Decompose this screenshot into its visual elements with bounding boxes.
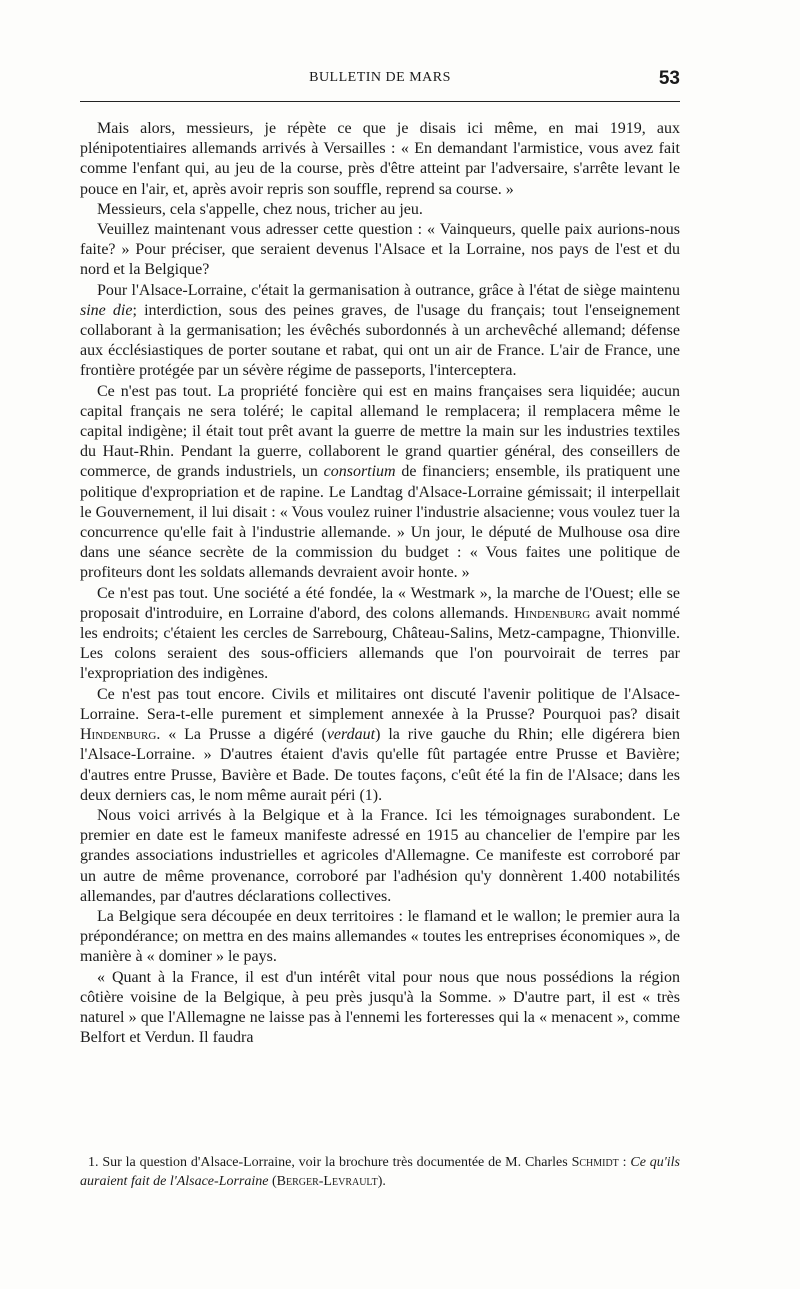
- paragraph: [80, 584, 680, 685]
- paragraph: [80, 685, 680, 806]
- footnote-marker: 1.: [88, 1155, 99, 1170]
- text-run: . « La Prusse a digéré (: [156, 726, 327, 744]
- footnote: [80, 1153, 680, 1191]
- book-title: Ce qu'ils auraient fait de l'Alsace-Lorraine: [80, 1155, 680, 1189]
- footnote-text: [80, 1153, 680, 1191]
- text-run: Ce n'est pas tout. La propriété foncière qui est en mains françaises sera liquidée; aucun capital français ne sera toléré; le capital allemand le remplacera; il remplacera même le capital indigène; il était tout prêt avant la guerre de mettre la main sur les industries textiles du Haut-Rhin. Pendant la guerre, collaborent le grand quartier général, des conseillers de commerce, de grands industriels, un: [80, 382, 680, 481]
- paragraph: Nous voici arrivés à la Belgique et à la France. Ici les témoignages surabondent. Le premier en date est le fameux manifeste adressé en 1915 au chancelier de l'empire par les grandes associations industrielles et agricoles d'Allemagne. Ce manifeste est corroboré par un autre de même provenance, corroboré par l'adhésion qu'y donnèrent 1.400 notabilités allemandes, par d'autres déclarations collectives.: [80, 806, 680, 905]
- text-run: Ce n'est pas tout. Une société a été fondée, la « Westmark », la marche de l'Ouest; elle se proposait d'introduire, en Lorraine d'abord, des colons allemands.: [80, 584, 680, 622]
- page-number: 53: [658, 68, 680, 89]
- text-run: de financiers; ensemble, ils pratiquent une politique d'expropriation et de rapine. Le Landtag d'Alsace-Lorraine gémissait; il interpellait le Gouvernement, il lui disait : « Vous voulez ruiner l'industrie alsacienne; vous voulez tuer la concurrence qu'elle fait à l'industrie allemande. » Un jour, le député de Mulhouse osa dire dans une séance secrète de la commission du budget : « Vous faites une politique de profiteurs dont les soldats allemands devraient avoir honte. »: [80, 463, 681, 582]
- text-run: Pour l'Alsace-Lorraine, c'était la germanisation à outrance, grâce à l'état de siège maintenu: [97, 281, 680, 299]
- italic-phrase: verdaut: [326, 726, 376, 744]
- page-header: [80, 70, 680, 96]
- text-run: ).: [377, 1174, 386, 1189]
- paragraph: « Quant à la France, il est d'un intérêt vital pour nous que nous possédions la région côtière voisine de la Belgique, à peu près jusqu'à la Somme. » D'autre part, il est « très naturel » que l'Allemagne ne laisse pas à l'ennemi les forteresses qui la « menacent », comme Belfort et Verdun. Il faudra: [80, 968, 680, 1047]
- paragraph: La Belgique sera découpée en deux territoires : le flamand et le wallon; le premier aura la prépondérance; on mettra en des mains allemandes « toutes les entreprises économiques », de manière à « dominer » le pays.: [80, 907, 680, 966]
- publisher-name: Berger-Levrault: [276, 1174, 378, 1189]
- paragraph: [80, 281, 680, 382]
- footnote-reference: 1: [364, 786, 373, 804]
- italic-phrase: consortium: [323, 463, 396, 481]
- author-name: Schmidt: [571, 1155, 619, 1170]
- italic-phrase: sine die: [80, 301, 133, 319]
- header-rule: [80, 101, 680, 102]
- text-run: Ce n'est pas tout encore. Civils et militaires ont discuté l'avenir politique de l'Alsace-Lorraine. Sera-t-elle purement et simplement annexée à la Prusse? Pourquoi pas? disait: [80, 685, 680, 723]
- text-run: ) la rive gauche du Rhin; elle digérera bien l'Alsace-Lorraine. » D'autres étaient d'avis qu'elle fût partagée entre Prusse et Bavière; d'autres entre Prusse, Bavière et Bade. De toutes façons, c'eût été la fin de l'Alsace; dans les deux derniers cas, le nom même aurait péri (: [80, 726, 680, 804]
- text-run: ; interdiction, sous des peines graves, de l'usage du français; tout l'enseignement collaborant à la germanisation; les évêchés subordonnés à un archevêché allemand; défense aux écclésiastiques de porter soutane et rabat, qui ont un air de France. L'air de France, une frontière protégée par un sévère régime de passeports, l'interceptera.: [80, 301, 680, 380]
- paragraph: Mais alors, messieurs, je répète ce que je disais ici même, en mai 1919, aux plénipotentiaires allemands arrivés à Versailles : « En demandant l'armistice, vous avez fait comme l'enfant qui, au jeu de la course, près d'être atteint par l'adversaire, s'arrête levant le pouce en l'air, et, après avoir repris son souffle, reprend sa course. »: [80, 120, 680, 198]
- text-run: ).: [372, 786, 383, 804]
- person-name: Hindenburg: [513, 604, 591, 622]
- text-run: avait nommé les endroits; c'étaient les cercles de Sarrebourg, Château-Salins, Metz-campagne, Thionville. Les colons seraient des sous-officiers allemands que l'on pourvoirait de terres par l'expropriation des indigènes.: [80, 604, 681, 683]
- paragraph: Messieurs, cela s'appelle, chez nous, tricher au jeu.: [97, 200, 423, 218]
- text-run: (: [268, 1174, 277, 1189]
- text-run: Sur la question d'Alsace-Lorraine, voir la brochure très documentée de M. Charles: [98, 1155, 572, 1170]
- running-title: BULLETIN DE MARS: [309, 70, 451, 85]
- body-text: [80, 119, 680, 1048]
- paragraph: [80, 382, 680, 584]
- paragraph: Veuillez maintenant vous adresser cette question : « Vainqueurs, quelle paix aurions-nous faite? » Pour préciser, que seraient devenus l'Alsace et la Lorraine, nos pays de l'est et du nord et la Belgique?: [80, 221, 680, 279]
- person-name: Hindenburg: [80, 726, 157, 744]
- text-run: :: [618, 1155, 631, 1170]
